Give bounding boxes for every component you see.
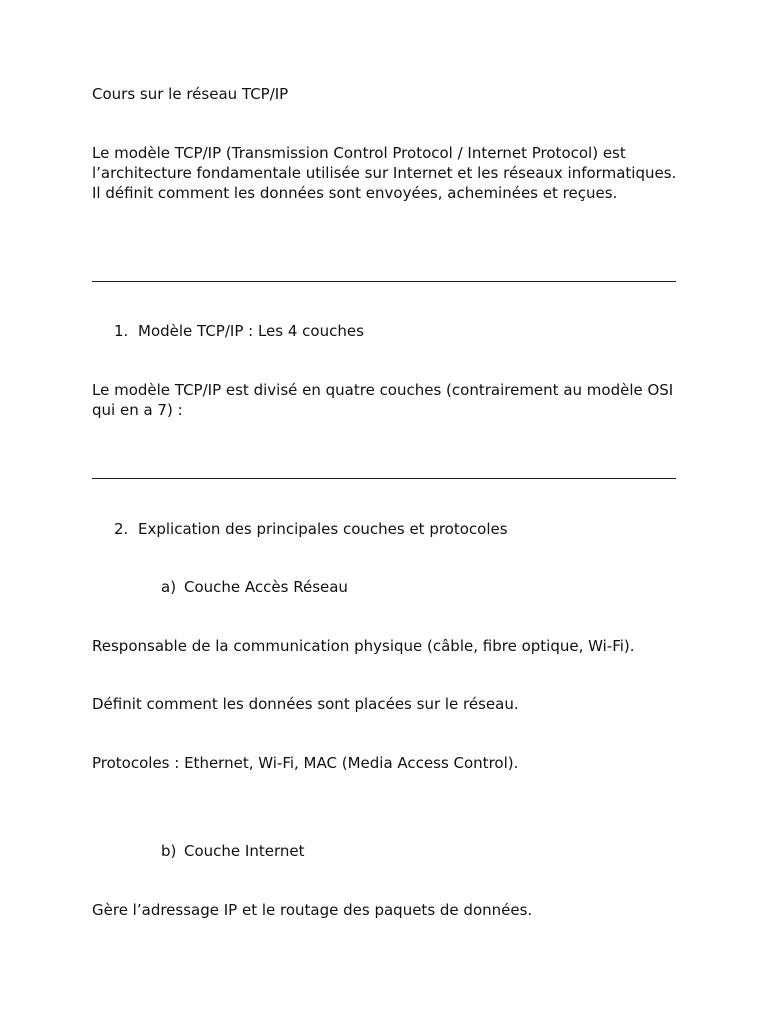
subsection-a-letter: a)	[161, 578, 177, 596]
section-1-paragraph: Le modèle TCP/IP est divisé en quatre couches (contrairement au modèle OSI qui en a 7) :	[92, 381, 674, 419]
document-title: Cours sur le réseau TCP/IP	[92, 85, 289, 103]
section-2-number: 2.	[114, 520, 129, 538]
section-1-number: 1.	[114, 322, 129, 340]
subsection-a-paragraph-1: Responsable de la communication physique (câble, fibre optique, Wi-Fi).	[92, 637, 635, 655]
intro-paragraph: Le modèle TCP/IP (Transmission Control Protocol / Internet Protocol) est l’architecture fondamentale utilisée sur Internet et les réseaux informatiques. Il définit comment les données sont envoyées, acheminées et reçues.	[92, 144, 677, 202]
horizontal-rule	[92, 281, 676, 282]
horizontal-rule	[92, 478, 676, 479]
subsection-a-paragraph-3: Protocoles : Ethernet, Wi-Fi, MAC (Media Access Control).	[92, 754, 519, 772]
section-1-heading: Modèle TCP/IP : Les 4 couches	[138, 322, 364, 340]
subsection-a-paragraph-2: Définit comment les données sont placées sur le réseau.	[92, 695, 519, 713]
section-2-heading: Explication des principales couches et protocoles	[138, 520, 508, 538]
subsection-b-letter: b)	[161, 842, 177, 860]
subsection-b-paragraph-1: Gère l’adressage IP et le routage des paquets de données.	[92, 901, 533, 919]
subsection-b-heading: Couche Internet	[184, 842, 305, 860]
subsection-a-heading: Couche Accès Réseau	[184, 578, 348, 596]
